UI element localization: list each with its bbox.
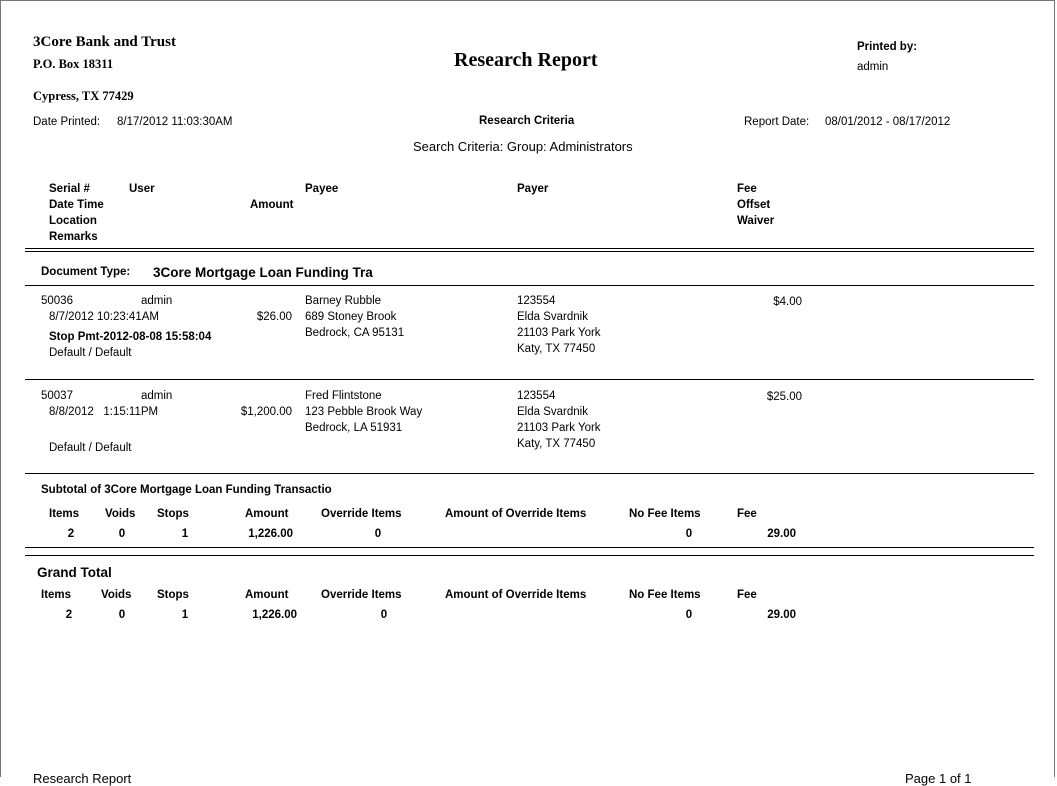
col-remarks: Remarks [49,231,98,243]
col-payee: Payee [305,183,339,195]
hdr-no-fee-items: No Fee Items [629,589,701,601]
row-location: Default / Default [49,347,132,359]
grand-total-divider [25,555,1034,556]
hdr-voids: Voids [105,508,136,520]
row-datetime: 8/7/2012 10:23:41AM [49,311,159,323]
row-payer-name: Elda Svardnik [517,406,588,418]
date-printed-label: Date Printed: [33,116,101,128]
printed-by-label: Printed by: [857,41,918,53]
col-user: User [129,183,155,195]
row-amount: $1,200.00 [240,406,292,418]
row-user: admin [141,295,173,307]
col-datetime: Date Time [49,199,104,211]
col-offset: Offset [737,199,771,211]
page-title: Research Report [454,49,598,71]
row-payee-name: Fred Flintstone [305,390,382,402]
subtotal-fee: 29.00 [767,528,796,540]
address-line1: P.O. Box 18311 [33,57,114,71]
hdr-amount-override: Amount of Override Items [445,589,587,601]
row-serial: 50037 [41,390,73,402]
row-fee: $25.00 [766,391,802,403]
hdr-fee: Fee [737,508,757,520]
document-type-label: Document Type: [41,266,131,278]
header-divider-top [25,248,1034,249]
grand-total-amount: 1,226.00 [252,609,297,621]
row-user: admin [141,390,173,402]
row-payer-city: Katy, TX 77450 [517,438,596,450]
row-amount: $26.00 [256,311,292,323]
grand-total-stops: 1 [181,609,189,621]
subtotal-divider [25,547,1034,548]
hdr-items: Items [41,589,72,601]
grand-total-items: 2 [65,609,73,621]
hdr-items: Items [49,508,80,520]
grand-total-override-items: 0 [380,609,388,621]
hdr-no-fee-items: No Fee Items [629,508,701,520]
subtotal-no-fee-items: 0 [685,528,693,540]
hdr-override-items: Override Items [321,508,402,520]
date-printed-value: 8/17/2012 11:03:30AM [117,116,233,128]
hdr-amount: Amount [245,589,289,601]
row-divider [25,473,1034,474]
subtotal-label: Subtotal of 3Core Mortgage Loan Funding Transactio [41,484,332,496]
grand-total-fee: 29.00 [767,609,796,621]
hdr-stops: Stops [157,589,189,601]
col-location: Location [49,215,97,227]
footer-left: Research Report [33,771,132,786]
row-payee-street: 689 Stoney Brook [305,311,397,323]
subtotal-items: 2 [67,528,75,540]
row-payer-street: 21103 Park York [517,327,601,339]
col-serial: Serial # [49,183,90,195]
hdr-amount: Amount [245,508,289,520]
row-location: Default / Default [49,442,132,454]
row-payer-city: Katy, TX 77450 [517,343,596,355]
row-payee-name: Barney Rubble [305,295,382,307]
col-fee: Fee [737,183,757,195]
hdr-amount-override: Amount of Override Items [445,508,587,520]
col-waiver: Waiver [737,215,775,227]
document-type-value: 3Core Mortgage Loan Funding Tra [153,265,373,280]
header-divider-bottom [25,251,1034,252]
row-payee-city: Bedrock, CA 95131 [305,327,405,339]
search-criteria: Search Criteria: Group: Administrators [413,139,633,154]
subtotal-override-items: 0 [374,528,382,540]
criteria-title: Research Criteria [479,115,575,127]
row-payer-name: Elda Svardnik [517,311,588,323]
subtotal-amount: 1,226.00 [248,528,293,540]
row-fee: $4.00 [773,296,802,308]
report-date-value: 08/01/2012 - 08/17/2012 [825,116,951,128]
row-payer-account: 123554 [517,295,556,307]
grand-total-label: Grand Total [37,565,112,580]
hdr-voids: Voids [101,589,132,601]
grand-total-no-fee-items: 0 [685,609,693,621]
row-serial: 50036 [41,295,73,307]
row-payee-city: Bedrock, LA 51931 [305,422,403,434]
hdr-fee: Fee [737,589,757,601]
report-date-label: Report Date: [744,116,810,128]
row-remarks: Stop Pmt-2012-08-08 15:58:04 [49,331,212,343]
footer-right: Page 1 of 1 [905,771,972,786]
subtotal-voids: 0 [118,528,126,540]
hdr-stops: Stops [157,508,189,520]
address-line2: Cypress, TX 77429 [33,89,134,103]
bank-name: 3Core Bank and Trust [33,34,176,50]
row-payer-street: 21103 Park York [517,422,601,434]
row-datetime: 8/8/2012 1:15:11PM [49,406,159,418]
document-type-divider [25,285,1034,286]
subtotal-stops: 1 [181,528,189,540]
row-payee-street: 123 Pebble Brook Way [305,406,423,418]
row-divider [25,379,1034,380]
printed-by-value: admin [857,61,889,73]
grand-total-voids: 0 [118,609,126,621]
row-payer-account: 123554 [517,390,556,402]
col-payer: Payer [517,183,549,195]
col-amount: Amount [250,199,294,211]
hdr-override-items: Override Items [321,589,402,601]
